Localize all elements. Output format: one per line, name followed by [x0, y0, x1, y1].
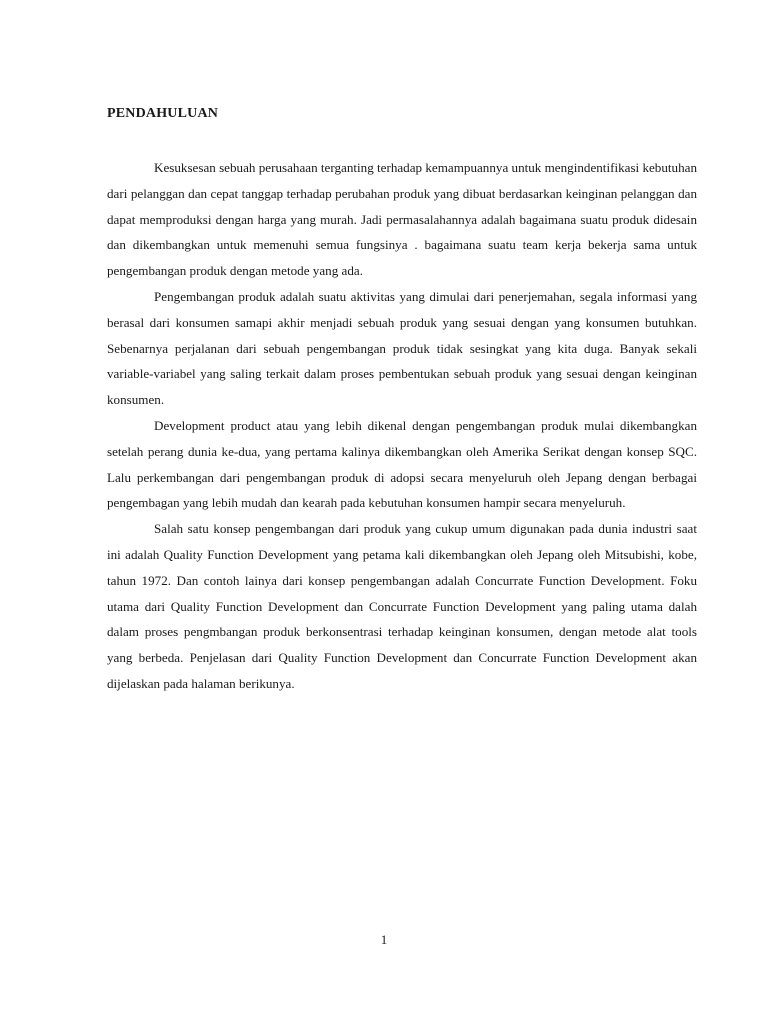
paragraph-3: Development product atau yang lebih dikenal dengan pengembangan produk mulai dikembangkan setelah perang dunia ke-dua, yang pertama kalinya dikembangkan oleh Amerika Serikat dengan konsep SQC. Lalu perkembangan dari pengembangan produk di adopsi secara menyeluruh oleh Jepang dengan berbagai pengembagan yang lebih mudah dan kearah pada kebutuhan konsumen hampir secara menyeluruh. [107, 417, 697, 511]
body-text [107, 155, 697, 697]
page-number: 1 [380, 932, 388, 947]
paragraph-1: Kesuksesan sebuah perusahaan terganting terhadap kemampuannya untuk mengindentifikasi kebutuhan dari pelanggan dan cepat tanggap terhadap perubahan produk yang dibuat berdasarkan keinginan pelanggan dan dapat memproduksi dengan harga yang murah. Jadi permasalahannya adalah bagaimana suatu produk didesain dan dikembangkan untuk memenuhi semua fungsinya . bagaimana suatu team kerja bekerja sama untuk pengembangan produk dengan metode yang ada. [107, 160, 697, 279]
section-heading: PENDAHULUAN [107, 106, 219, 121]
paragraph-4: Salah satu konsep pengembangan dari produk yang cukup umum digunakan pada dunia industri saat ini adalah Quality Function Development yang petama kali dikembangkan oleh Jepang oleh Mitsubishi, kobe, tahun 1972. Dan contoh lainya dari konsep pengembangan adalah Concurrate Function Development. Foku utama dari Quality Function Development dan Concurrate Function Development yang paling utama dalah dalam proses pengmbangan produk berkonsentrasi terhadap keinginan konsumen, dengan metode alat tools yang berbeda. Penjelasan dari Quality Function Development dan Concurrate Function Development akan dijelaskan pada halaman berikunya. [107, 521, 697, 691]
paragraph-2: Pengembangan produk adalah suatu aktivitas yang dimulai dari penerjemahan, segala informasi yang berasal dari konsumen samapi akhir menjadi sebuah produk yang sesuai dengan yang konsumen butuhkan. Sebenarnya perjalanan dari sebuah pengembangan produk tidak sesingkat yang kita duga. Banyak sekali variable-variabel yang saling terkait dalam proses pembentukan sebuah produk yang sesuai dengan keinginan konsumen. [107, 288, 697, 408]
